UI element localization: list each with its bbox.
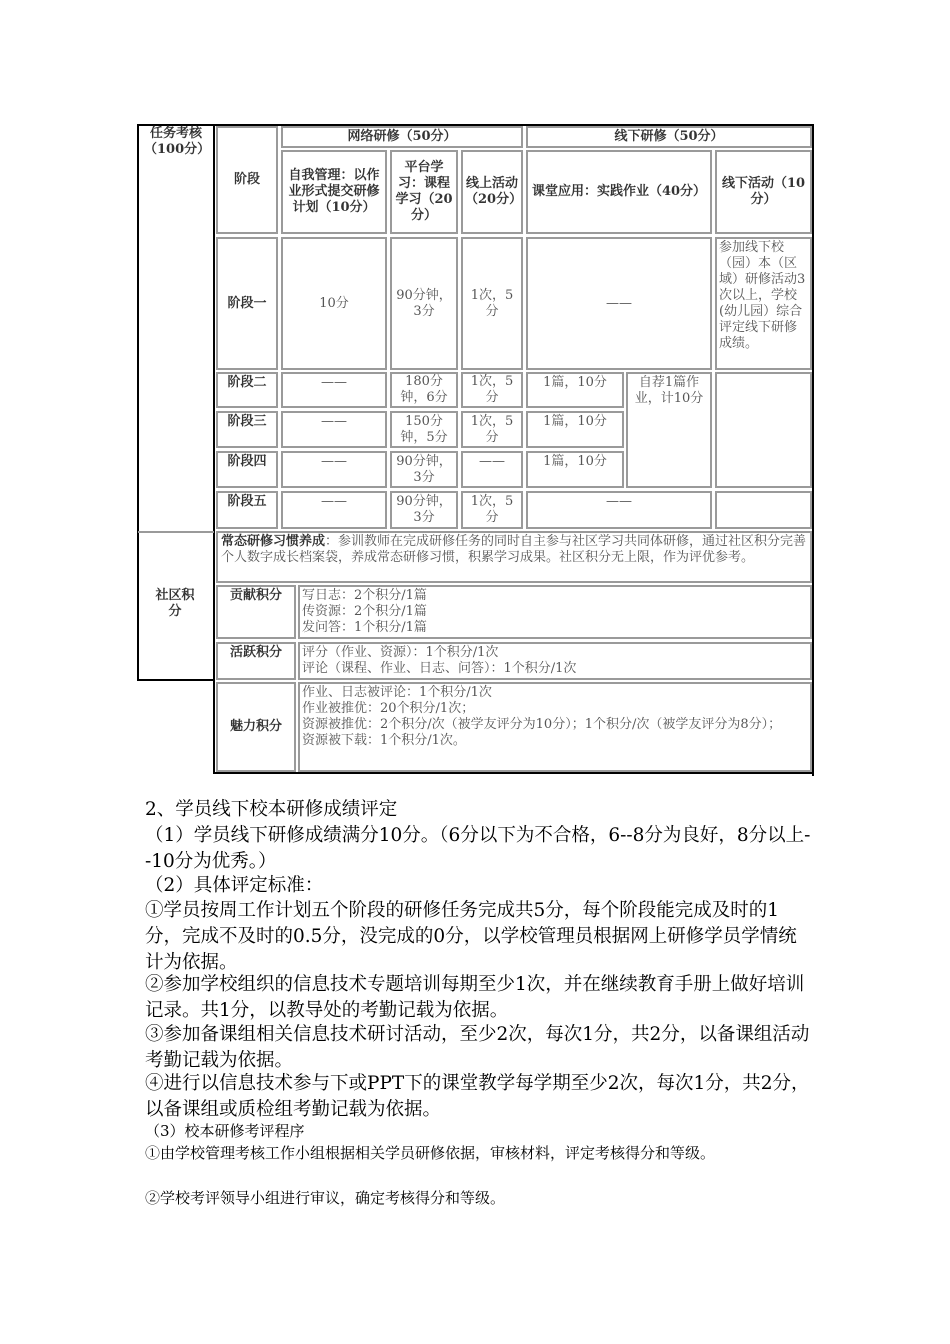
platform-cell: 90分钟，3分	[390, 237, 458, 370]
classroom-cell: 1篇，10分	[526, 411, 624, 448]
self-cell: ——	[281, 372, 387, 408]
col-self-header: 自我管理：以作业形式提交研修计划（10分）	[281, 150, 387, 234]
platform-cell: 90分钟，3分	[390, 491, 458, 529]
points-text: 作业、日志被评论：1个积分/1次 作业被推优：20个积分/1次； 资源被推优：2个积分/次（被学友评分为10分）；1个积分/次（被学友评分为8分）； 资源被下载：1个积分/1次。	[298, 682, 812, 772]
platform-cell: 150分钟，5分	[390, 411, 458, 448]
points-text: 评分（作业、资源）：1个积分/1次 评论（课程、作业、日志、问答）：1个积分/1次	[298, 642, 812, 680]
habit-title: 常态研修习惯养成	[221, 534, 326, 549]
points-label: 贡献积分	[216, 585, 296, 639]
paragraph: ②学校考评领导小组进行审议，确定考核得分和等级。	[145, 1189, 506, 1207]
points-text: 写日志：2个积分/1篇 传资源：2个积分/1篇 发问答：1个积分/1篇	[298, 585, 812, 639]
points-label: 魅力积分	[216, 682, 296, 772]
classroom-cell: 1篇，10分	[526, 372, 624, 408]
points-label: 活跃积分	[216, 642, 296, 680]
paragraph: （1）学员线下研修成绩满分10分。（6分以下为不合格，6--8分为良好，8分以上--10分为优秀。）	[145, 825, 811, 872]
classroom-cell: ——	[526, 237, 712, 370]
paragraph: （2）具体评定标准：	[145, 875, 324, 896]
col-classroom-header: 课堂应用：实践作业（40分）	[526, 150, 712, 234]
classroom-cell: ——	[526, 491, 712, 529]
offline-note-cell: 参加线下校（园）本（区域）研修活动3次以上，学校(幼儿园）综合评定线下研修成绩。	[715, 237, 812, 370]
self-cell: ——	[281, 451, 387, 488]
col-online-activity-header: 线上活动（20分）	[461, 150, 523, 234]
classroom-cell: 1篇，10分	[526, 451, 624, 488]
offline-empty-cell	[715, 491, 812, 529]
community-label: 社区积分	[155, 588, 195, 619]
stage-label: 阶段四	[216, 451, 278, 488]
subheading: （3）校本研修考评程序	[145, 1122, 305, 1140]
self-cell: ——	[281, 491, 387, 529]
online-group-header: 网络研修（50分）	[281, 126, 523, 148]
recommend-cell: 自荐1篇作业，计10分	[626, 372, 712, 488]
offline-group-header: 线下研修（50分）	[526, 126, 812, 148]
corner-header: 任务考核（100分）	[144, 126, 211, 157]
col-offline-activity-header: 线下活动（10分）	[715, 150, 812, 234]
stage-header: 阶段	[216, 126, 278, 234]
community-divider	[138, 531, 214, 533]
paragraph: ①学员按周工作计划五个阶段的研修任务完成共5分，每个阶段能完成及时的1分，完成不及时的0.5分，没完成的0分，以学校管理员根据网上研修学员学情统计为依据。	[145, 900, 797, 973]
platform-cell: 180分钟，6分	[390, 372, 458, 408]
habit-cell	[216, 531, 812, 583]
paragraph: ②参加学校组织的信息技术专题培训每期至少1次，并在继续教育手册上做好培训记录。共1分，以教导处的考勤记载为依据。	[145, 974, 805, 1021]
offline-empty-cell	[715, 372, 812, 488]
online-cell: 1次，5分	[461, 411, 523, 448]
stage-label: 阶段一	[216, 237, 278, 370]
stage-label: 阶段三	[216, 411, 278, 448]
online-cell: ——	[461, 451, 523, 488]
section-heading: 2、学员线下校本研修成绩评定	[145, 799, 398, 820]
online-cell: 1次，5分	[461, 491, 523, 529]
online-cell: 1次，5分	[461, 372, 523, 408]
self-cell: ——	[281, 411, 387, 448]
stage-label: 阶段五	[216, 491, 278, 529]
self-cell: 10分	[281, 237, 387, 370]
habit-text: ：参训教师在完成研修任务的同时自主参与社区学习共同体研修，通过社区积分完善个人数字成长档案袋，养成常态研修习惯，积累学习成果。社区积分无上限，作为评优参考。	[221, 534, 807, 565]
online-cell: 1次，5分	[461, 237, 523, 370]
table-left-bottom-border	[137, 679, 215, 681]
paragraph: ③参加备课组相关信息技术研讨活动，至少2次，每次1分，共2分，以备课组活动考勤记载为依据。	[145, 1024, 810, 1071]
stage-label: 阶段二	[216, 372, 278, 408]
platform-cell: 90分钟，3分	[390, 451, 458, 488]
table-bottom-border	[213, 772, 814, 774]
paragraph: ①由学校管理考核工作小组根据相关学员研修依据，审核材料，评定考核得分和等级。	[145, 1144, 716, 1162]
col-platform-header: 平台学习：课程学习（20分）	[390, 150, 458, 234]
paragraph: ④进行以信息技术参与下或PPT下的课堂教学每学期至少2次，每次1分，共2分，以备课组或质检组考勤记载为依据。	[145, 1073, 810, 1120]
